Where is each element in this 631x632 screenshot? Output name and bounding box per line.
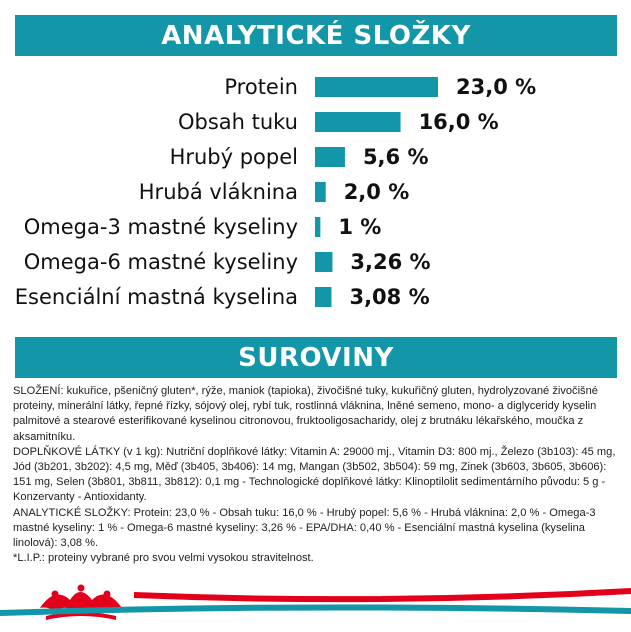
bar <box>315 112 401 132</box>
slozeni-paragraph: SLOŽENÍ: kukuřice, pšeničný gluten*, rýže, maniok (tapioka), živočišné tuky, kukuřičný gluten, hydrolyzované živočišné proteiny, minerální látky, řepné řízky, sójový olej, rybí tuk, rostlinná vláknina, lněné semeno, mono- a diglyceridy kyselin palmitové a stearové esterifikované kyselinou citronovou, fruktooligosacharidy, olej z brutnáku lékařského, moučka z aksamitníku. <box>13 385 598 443</box>
footnote: *L.I.P.: proteiny vybrané pro svou velmi vysokou stravitelnost. <box>13 552 314 565</box>
composition-text <box>13 384 621 566</box>
category-label: Omega-6 mastné kyseliny <box>23 250 298 274</box>
bar <box>315 182 326 202</box>
analytic-header: ANALYTICKÉ SLOŽKY <box>15 15 617 56</box>
analytic-bar-chart <box>0 65 631 325</box>
bar <box>315 147 345 167</box>
category-label: Obsah tuku <box>177 110 298 134</box>
category-label: Protein <box>224 75 298 99</box>
analytic-paragraph: ANALYTICKÉ SLOŽKY: Protein: 23,0 % - Obsah tuku: 16,0 % - Hrubý popel: 5,6 % - Hrubá vláknina: 2,0 % - Omega-3 mastné kyseliny: 1 % - Omega-6 mastné kyseliny: 3,26 % - EPA/DHA: 0,40 % - Esenciální mastná kyselina (kyselina linolová): 3,08 %. <box>13 506 596 550</box>
value-label: 1 % <box>338 215 382 239</box>
royal-canin-crown-icon <box>40 585 122 621</box>
value-label: 3,26 % <box>350 250 431 274</box>
bar <box>315 217 320 237</box>
raw-materials-header: SUROVINY <box>15 337 617 378</box>
category-label: Hrubý popel <box>169 145 298 169</box>
category-label: Esenciální mastná kyselina <box>14 285 298 309</box>
bar <box>315 252 332 272</box>
value-label: 3,08 % <box>349 285 430 309</box>
red-wave <box>134 588 631 602</box>
category-label: Omega-3 mastné kyseliny <box>23 215 298 239</box>
category-label: Hrubá vláknina <box>138 180 298 204</box>
bar <box>315 287 331 307</box>
value-label: 5,6 % <box>362 145 429 169</box>
value-label: 16,0 % <box>418 110 499 134</box>
bar <box>315 77 438 97</box>
value-label: 2,0 % <box>343 180 410 204</box>
additives-paragraph: DOPLŇKOVÉ LÁTKY (v 1 kg): Nutriční doplňkové látky: Vitamin A: 29000 mj., Vitamin D3: 800 mj., Železo (3b103): 45 mg, Jód (3b201, 3b202): 4,5 mg, Měď (3b405, 3b406): 14 mg, Mangan (3b502, 3b504): 59 mg, Zinek (3b603, 3b605, 3b606): 151 mg, Selen (3b801, 3b811, 3b812): 0,1 mg - Technologické doplňkové látky: Klinoptilolit sedimentárního původu: 5 g - Konzervanty - Antioxidanty. <box>13 445 616 504</box>
footer-band <box>0 580 631 632</box>
value-label: 23,0 % <box>456 75 537 99</box>
